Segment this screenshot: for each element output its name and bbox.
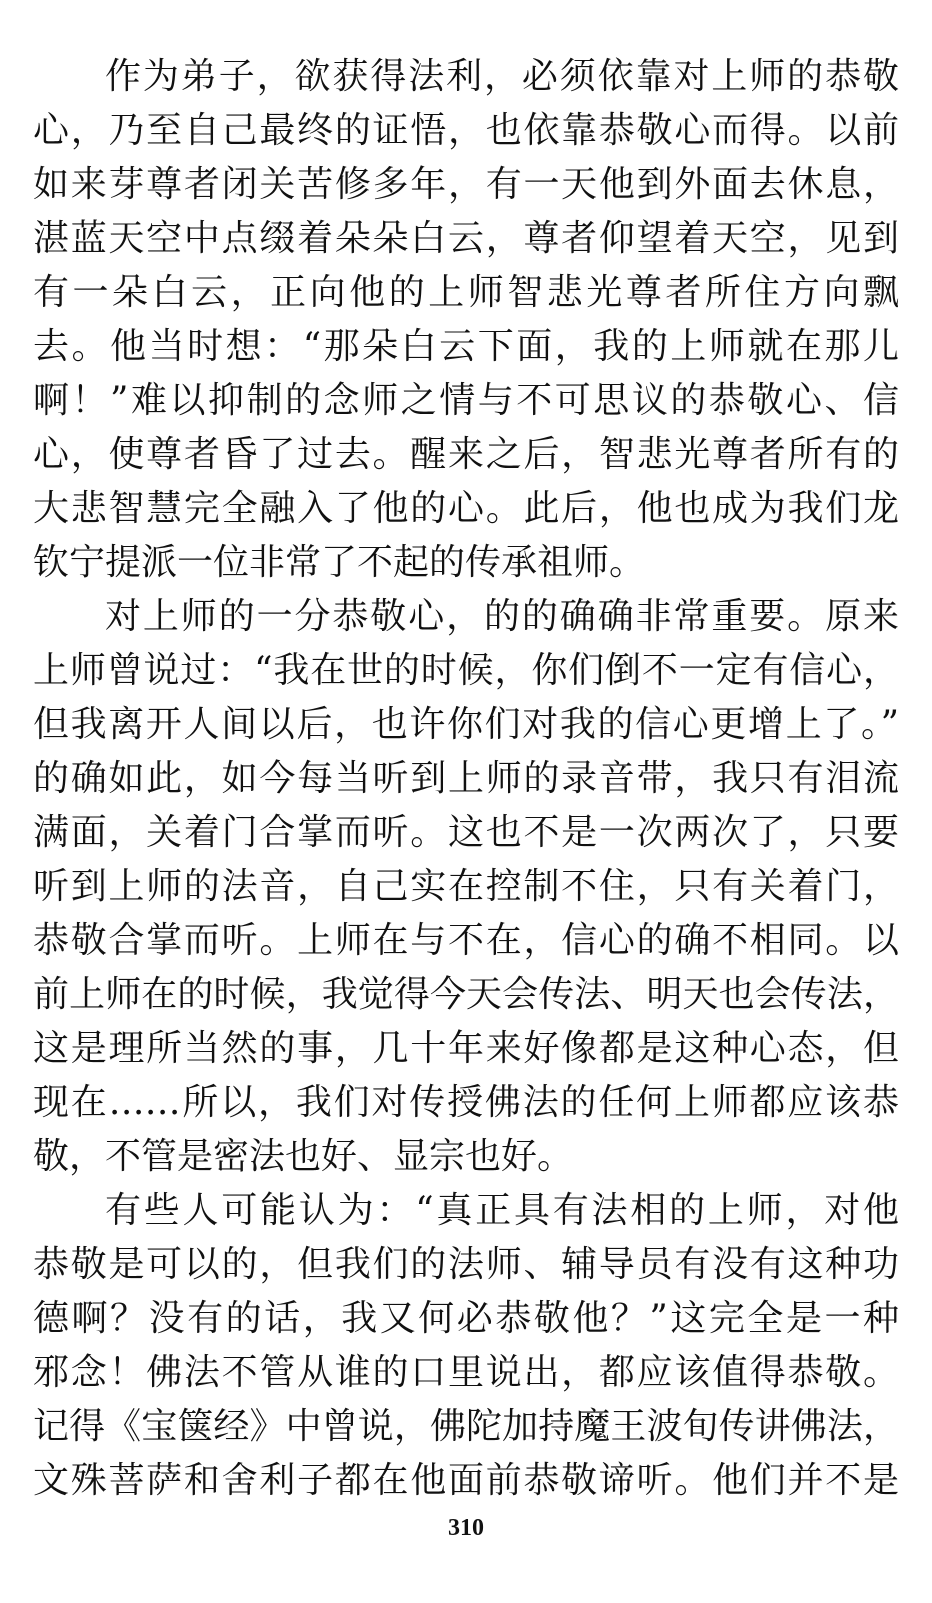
text-line: 记得《宝箧经》中曾说，佛陀加持魔王波旬传讲佛法， (33, 1406, 899, 1447)
text-line: 上师曾说过：“我在世的时候，你们倒不一定有信心， (33, 650, 899, 691)
text-line: 湛蓝天空中点缀着朵朵白云，尊者仰望着天空，见到 (33, 218, 899, 259)
text-line: 有些人可能认为：“真正具有法相的上师，对他 (105, 1190, 899, 1231)
text-line: 钦宁提派一位非常了不起的传承祖师。 (33, 542, 646, 583)
text-line: 如来芽尊者闭关苦修多年，有一天他到外面去休息， (33, 164, 899, 205)
text-line: 心，乃至自己最终的证悟，也依靠恭敬心而得。以前 (33, 110, 899, 151)
text-line: 大悲智慧完全融入了他的心。此后，他也成为我们龙 (33, 488, 899, 529)
text-line: 作为弟子，欲获得法利，必须依靠对上师的恭敬 (105, 56, 899, 97)
text-line: 听到上师的法音，自己实在控制不住，只有关着门， (33, 866, 899, 907)
text-line: 邪念！佛法不管从谁的口里说出，都应该值得恭敬。 (33, 1352, 899, 1393)
text-line: 心，使尊者昏了过去。醒来之后，智悲光尊者所有的 (33, 434, 899, 475)
page-body (33, 50, 899, 1508)
text-line: 的确如此，如今每当听到上师的录音带，我只有泪流 (33, 758, 899, 799)
text-line: 但我离开人间以后，也许你们对我的信心更增上了。” (33, 704, 899, 745)
text-line: 满面，关着门合掌而听。这也不是一次两次了，只要 (33, 812, 899, 853)
text-line: 恭敬是可以的，但我们的法师、辅导员有没有这种功 (33, 1244, 899, 1285)
text-line: 前上师在的时候，我觉得今天会传法、明天也会传法， (33, 974, 899, 1015)
text-line: 对上师的一分恭敬心，的的确确非常重要。原来 (105, 596, 899, 637)
text-line: 这是理所当然的事，几十年来好像都是这种心态，但 (33, 1028, 899, 1069)
text-line: 去。他当时想：“那朵白云下面，我的上师就在那儿 (33, 326, 899, 367)
text-line: 现在……所以，我们对传授佛法的任何上师都应该恭 (33, 1082, 899, 1123)
text-line: 啊！”难以抑制的念师之情与不可思议的恭敬心、信 (33, 380, 899, 421)
page-number: 310 (448, 1515, 484, 1541)
text-line: 有一朵白云，正向他的上师智悲光尊者所住方向飘 (33, 272, 899, 313)
text-line: 德啊？没有的话，我又何必恭敬他？”这完全是一种 (33, 1298, 899, 1339)
text-line: 敬，不管是密法也好、显宗也好。 (33, 1136, 574, 1177)
text-line: 恭敬合掌而听。上师在与不在，信心的确不相同。以 (33, 920, 899, 961)
text-line: 文殊菩萨和舍利子都在他面前恭敬谛听。他们并不是 (33, 1460, 899, 1501)
